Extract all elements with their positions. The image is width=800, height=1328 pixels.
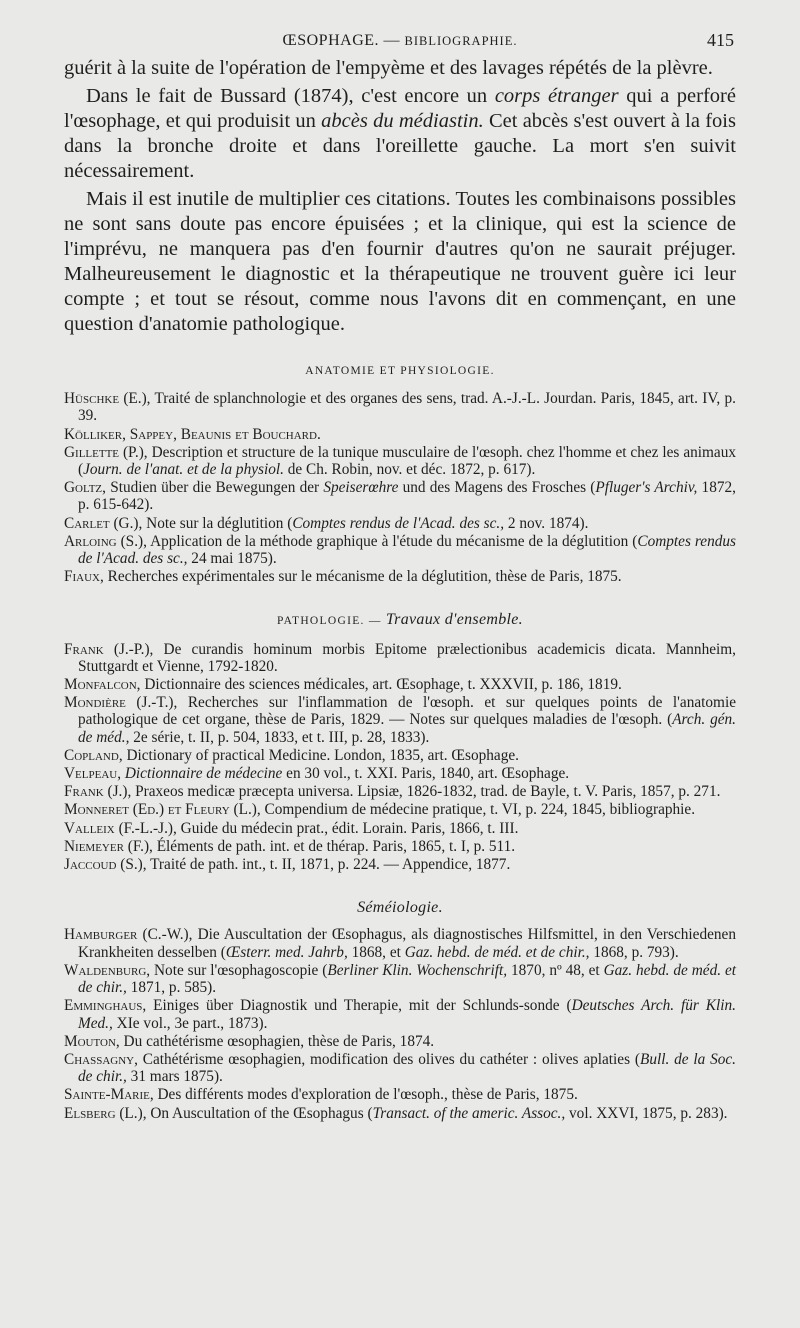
entry-text: Note sur la déglutition ( xyxy=(142,514,293,532)
p2-text-b: qui a perforé l'œsophage, et qui produisit un xyxy=(64,85,736,132)
running-title xyxy=(64,32,736,50)
entry-italic: Pfluger's Archiv, xyxy=(595,479,698,497)
bibliography-entry xyxy=(64,747,736,764)
entry-author: Frank (J.-P.), xyxy=(64,640,154,658)
bibliography-entry xyxy=(64,926,736,960)
running-title-separator: — xyxy=(383,32,401,49)
entry-text: 1870, nº 48, et xyxy=(507,961,604,979)
entry-italic: Speiserœhre xyxy=(323,479,399,497)
bibliography-entry xyxy=(64,783,736,800)
entry-text: Application de la méthode graphique à l'étude du mécanisme de la déglutition ( xyxy=(146,532,638,550)
entry-text: vol. XXVI, 1875, p. 283). xyxy=(565,1104,728,1122)
entry-author: Niemeyer (F.), xyxy=(64,837,153,855)
bibliography-entry xyxy=(64,801,736,818)
entry-author: Mondière (J.-T.), xyxy=(64,694,178,712)
entry-text: Die Auscultation der Œsophagus, als diagnostisches Hilfsmittel, in den Verschiedenen Krankheiten desselben ( xyxy=(78,926,736,961)
entry-italic: Berliner Klin. Wochenschrift, xyxy=(327,961,508,979)
section-heading-separator: — xyxy=(364,615,386,628)
entry-text: Compendium de médecine pratique, t. VI, p. 224, 1845, bibliographie. xyxy=(260,801,696,819)
entry-author: Gillette (P.), xyxy=(64,443,148,461)
p2-italic-2: abcès du médiastin. xyxy=(321,110,484,132)
bibliography-entry xyxy=(64,1033,736,1050)
entry-text: XIe vol., 3e part., 1873). xyxy=(112,1014,268,1032)
entry-italic: Œsterr. med. Jahrb, xyxy=(225,943,348,961)
entry-text: Cathétérisme œsophagien, modification des olives du cathéter : olives aplaties ( xyxy=(137,1050,640,1068)
bibliography-entry xyxy=(64,426,736,443)
entry-author: Monfalcon, xyxy=(64,676,141,694)
body-paragraph-1: guérit à la suite de l'opération de l'empyème et des lavages répétés de la plèvre. xyxy=(64,57,713,79)
entry-text: Note sur l'œsophagoscopie ( xyxy=(150,961,328,979)
entry-text: Description et structure de la tunique musculaire de l'œsoph. chez l'homme et chez les animaux ( xyxy=(78,443,736,479)
bibliography-entry xyxy=(64,533,736,567)
entry-author: Chassagny, xyxy=(64,1050,138,1068)
section-heading-text: Séméiologie. xyxy=(357,899,443,917)
entry-author: Waldenburg, xyxy=(64,961,151,979)
entry-author: Mouton, xyxy=(64,1032,120,1050)
entry-author: Carlet (G.), xyxy=(64,514,143,532)
entry-text: Traité de splanchnologie et des organes des sens, trad. A.-J.-L. Jourdan. Paris, 1845, art. IV, p. 39. xyxy=(78,390,736,425)
bibliography-entry xyxy=(64,962,736,996)
p2-text-c: Cet abcès s'est ouvert à la fois dans la bronche droite et dans l'oreillette gauche. La mort s'en suivit nécessairement. xyxy=(64,110,736,182)
entry-text: Studien über die Bewegungen der xyxy=(105,479,324,497)
section-heading-text: ANATOMIE ET PHYSIOLOGIE. xyxy=(305,365,495,377)
bibliography-entry xyxy=(64,479,736,513)
bibliography-entry xyxy=(64,838,736,855)
entry-author: Frank (J.), xyxy=(64,783,132,801)
bibliography-entry xyxy=(64,820,736,837)
entry-text: 1868, et xyxy=(347,943,405,961)
entry-italic: Gaz. hebd. de méd. et de chir., xyxy=(78,961,737,997)
bibliography-entry xyxy=(64,765,736,782)
bibliography-entry xyxy=(64,1051,736,1085)
entry-author: Hamburger (C.-W.), xyxy=(64,926,193,944)
body-paragraph-3: Mais il est inutile de multiplier ces citations. Toutes les combinaisons possibles ne sont sans doute pas encore épuisées ; et la clinique, qui est la science de l'imprévu, ne manquera pas d'en fournir d'autres qu'on ne saurait préjuger. Malheureusement le diagnostic et la thérapeutique ne trouvent guère ici leur compte ; et tout se résout, comme nous l'avons dit en commençant, en une question d'anatomie pathologique. xyxy=(64,188,736,335)
bibliography-entry xyxy=(64,515,736,532)
entry-text: de Ch. Robin, nov. et déc. 1872, p. 617). xyxy=(283,461,536,479)
entry-text: Des différents modes d'exploration de l'œsoph., thèse de Paris, 1875. xyxy=(153,1086,578,1104)
section-heading xyxy=(64,899,736,916)
entry-italic: Deutsches Arch. für Klin. Med., xyxy=(78,997,736,1032)
entry-text: 2e série, t. II, p. 504, 1833, et t. III, p. 28, 1833). xyxy=(129,728,430,746)
p2-italic-1: corps étranger xyxy=(494,85,619,107)
entry-text: Recherches sur l'inflammation de l'œsoph. et sur quelques points de l'anatomie pathologique de cet organe, thèse de Paris, 1829. — Notes sur quelques maladies de l'œsoph. ( xyxy=(78,694,736,729)
section-heading-subtitle: Travaux d'ensemble. xyxy=(385,611,523,629)
bibliography-entry xyxy=(64,390,736,424)
entry-text: Recherches expérimentales sur le mécanisme de la déglutition, thèse de Paris, 1875. xyxy=(103,568,622,586)
entry-text: 1868, p. 793). xyxy=(589,943,679,961)
page-number: 415 xyxy=(707,30,734,50)
entry-text: Traité de path. int., t. II, 1871, p. 224. — Appendice, 1877. xyxy=(146,856,511,874)
entry-author: Arloing (S.), xyxy=(64,532,147,550)
bibliography xyxy=(64,363,736,1122)
bibliography-entry xyxy=(64,997,736,1031)
bibliography-entry xyxy=(64,1105,736,1122)
entry-text: On Auscultation of the Œsophagus ( xyxy=(146,1104,373,1122)
bibliography-entry xyxy=(64,694,736,746)
entry-italic: Bull. de la Soc. de chir., xyxy=(78,1050,736,1086)
entry-text: Einiges über Diagnostik und Therapie, mit der Schlunds-sonde ( xyxy=(146,997,572,1015)
entry-text: 31 mars 1875). xyxy=(126,1068,223,1086)
entry-author: Kölliker, Sappey, Beaunis et Bouchard. xyxy=(64,425,321,443)
entry-italic: Comptes rendus de l'Acad. des sc., xyxy=(78,532,736,568)
bibliography-entry xyxy=(64,676,736,693)
entry-text: und des Magens des Frosches ( xyxy=(398,479,596,497)
running-title-main: ŒSOPHAGE. xyxy=(282,32,380,49)
entry-italic: Journ. de l'anat. et de la physiol. xyxy=(83,461,284,479)
entry-text: 1872, p. 615-642). xyxy=(78,479,736,514)
entry-text: en 30 vol., t. XXI. Paris, 1840, art. Œsophage. xyxy=(282,765,570,783)
entry-text: Dictionary of practical Medicine. London, 1835, art. Œsophage. xyxy=(122,746,519,764)
entry-text: 2 nov. 1874). xyxy=(504,514,589,532)
bibliography-entry xyxy=(64,568,736,585)
entry-author: Velpeau, xyxy=(64,765,122,783)
section-heading-text: PATHOLOGIE. xyxy=(277,615,365,628)
section-heading xyxy=(64,363,736,380)
entry-text: 1871, p. 585). xyxy=(126,979,217,997)
entry-italic: Comptes rendus de l'Acad. des sc., xyxy=(292,514,505,532)
body-text xyxy=(64,56,736,337)
entry-text: 24 mai 1875). xyxy=(187,550,277,568)
entry-italic: Arch. gén. de méd., xyxy=(78,711,736,746)
body-paragraph-2 xyxy=(64,84,736,184)
entry-author: Valleix (F.-L.-J.), xyxy=(64,819,177,837)
entry-italic: Dictionnaire de médecine xyxy=(124,765,283,783)
entry-text: De curandis hominum morbis Epitome prælectionibus academicis dicata. Mannheim, Stuttgardt et Vienne, 1792-1820. xyxy=(78,640,736,675)
entry-author: Monneret (Ed.) et Fleury (L.), xyxy=(64,801,261,819)
entry-author: Emminghaus, xyxy=(64,997,147,1015)
entry-author: Jaccoud (S.), xyxy=(64,856,147,874)
entry-author: Fiaux, xyxy=(64,568,104,586)
bibliography-entry xyxy=(64,444,736,478)
entry-author: Sainte-Marie, xyxy=(64,1086,154,1104)
bibliography-entry xyxy=(64,641,736,675)
entry-italic: Gaz. hebd. de méd. et de chir., xyxy=(404,943,590,961)
entry-author: Hüschke (E.), xyxy=(64,390,151,408)
entry-author: Goltz, xyxy=(64,479,106,497)
p2-text-a: Dans le fait de Bussard (1874), c'est encore un xyxy=(86,85,495,107)
entry-author: Copland, xyxy=(64,746,123,764)
entry-italic: Transact. of the americ. Assoc., xyxy=(372,1104,566,1122)
entry-text: Dictionnaire des sciences médicales, art. Œsophage, t. XXXVII, p. 186, 1819. xyxy=(140,676,622,694)
entry-text: Éléments de path. int. et de thérap. Paris, 1865, t. I, p. 511. xyxy=(152,837,516,855)
entry-text: Praxeos medicæ præcepta universa. Lipsiæ, 1826-1832, trad. de Bayle, t. V. Paris, 1857, p. 271. xyxy=(131,783,721,801)
bibliography-entry xyxy=(64,856,736,873)
entry-text: Du cathétérisme œsophagien, thèse de Paris, 1874. xyxy=(119,1032,435,1050)
section-heading xyxy=(64,611,736,630)
entry-text: Guide du médecin prat., édit. Lorain. Paris, 1866, t. III. xyxy=(176,819,519,837)
running-head xyxy=(64,26,736,56)
entry-author: Elsberg (L.), xyxy=(64,1104,147,1122)
bibliography-entry xyxy=(64,1086,736,1103)
running-title-sub: BIBLIOGRAPHIE. xyxy=(404,34,518,48)
